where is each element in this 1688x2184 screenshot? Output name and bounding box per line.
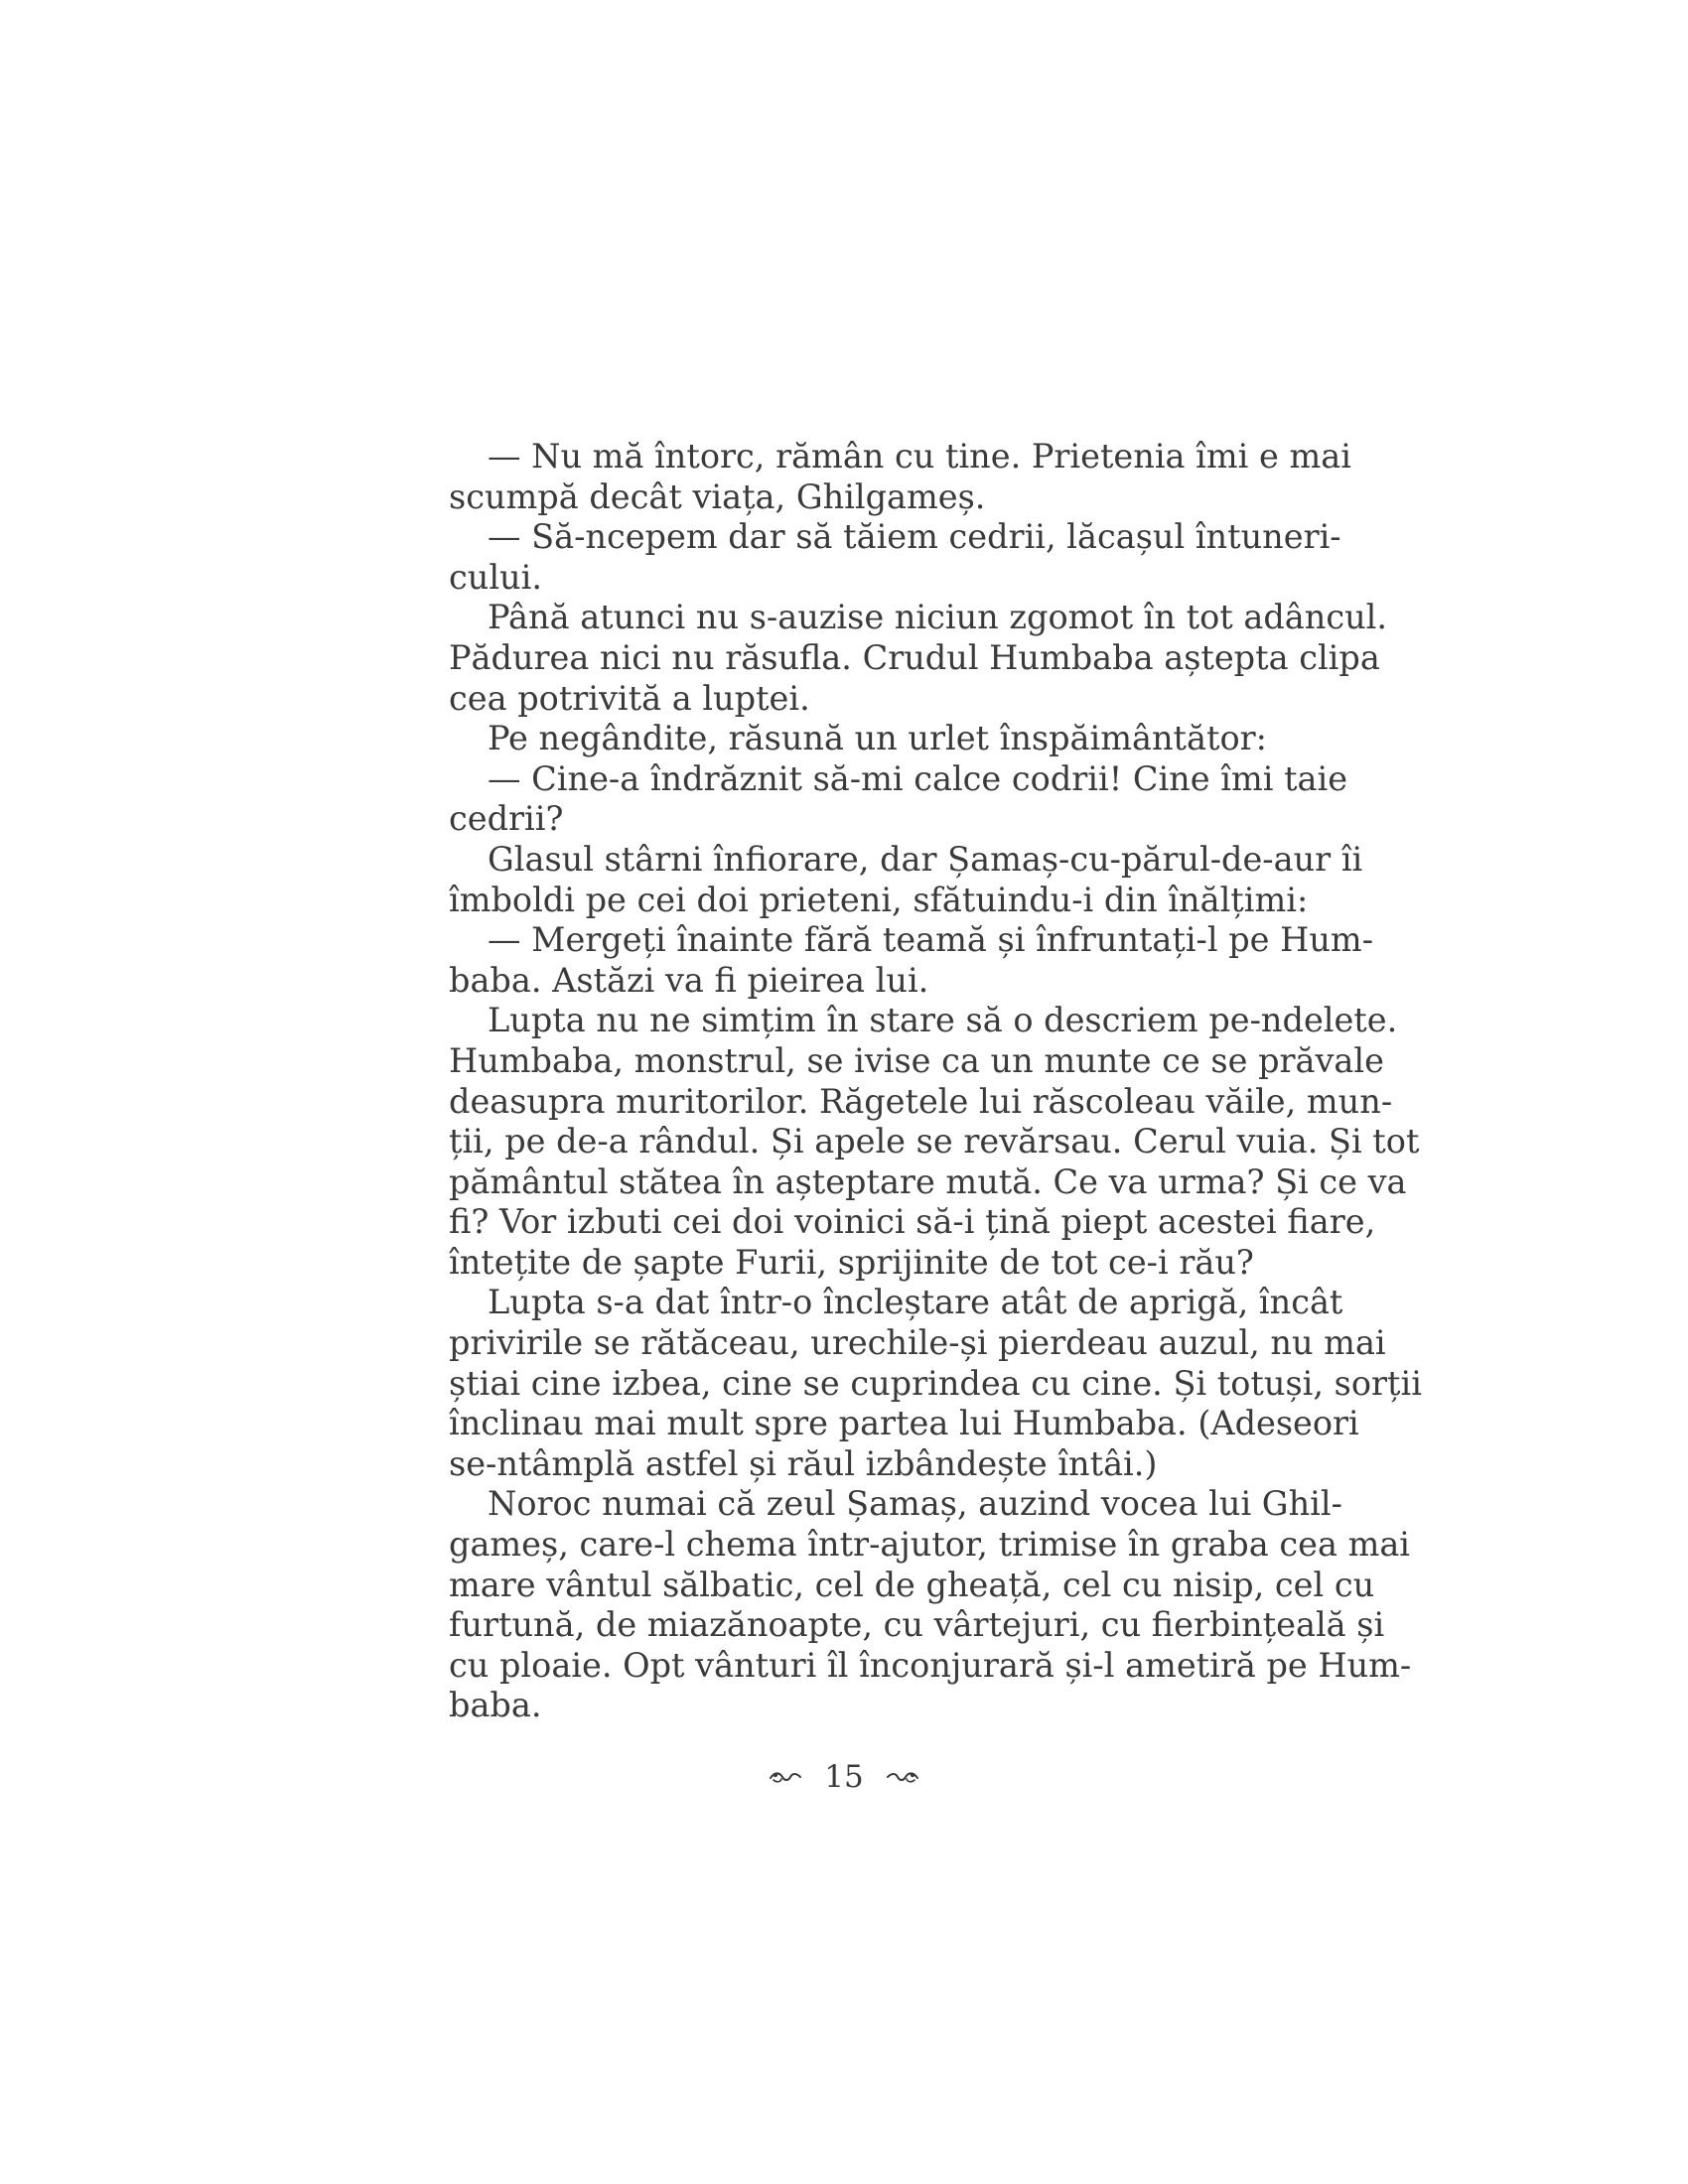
text-line: Lupta nu ne simțim în stare să o descriem pe-ndelete.	[488, 1001, 1398, 1040]
text-line: — Mergeți înainte fără teamă și înfruntați-l pe Hum-	[488, 920, 1374, 960]
text-line: — Nu mă întorc, rămân cu tine. Prietenia îmi e mai	[488, 437, 1351, 476]
fleuron-right-icon	[886, 1769, 919, 1785]
text-line: — Cine-a îndrăznit să-mi calce codrii! Cine îmi taie	[488, 758, 1348, 798]
text-line: știai cine izbea, cine se cuprindea cu cine. Și totuși, sorții	[449, 1363, 1422, 1403]
text-line: baba.	[449, 1686, 542, 1725]
text-line: întețite de șapte Furii, sprijinite de tot ce-i rău?	[449, 1242, 1254, 1282]
text-line: — Să-ncepem dar să tăiem cedrii, lăcașul întuneri-	[488, 517, 1341, 557]
text-line: privirile se rătăceau, urechile-și pierdeau auzul, nu mai	[449, 1323, 1386, 1363]
page-body-text	[449, 437, 1422, 1726]
text-line: cului.	[449, 557, 542, 597]
text-line: Humbaba, monstrul, se ivise ca un munte ce se prăvale	[449, 1040, 1384, 1080]
text-line: cea potrivită a luptei.	[449, 678, 810, 718]
text-line: cedrii?	[449, 799, 564, 839]
text-line: Lupta s-a dat într-o încleștare atât de aprigă, încât	[488, 1283, 1343, 1322]
text-line: cu ploaie. Opt vânturi îl înconjurară și-l ametiră pe Hum-	[449, 1645, 1412, 1685]
text-line: înclinau mai mult spre partea lui Humbaba. (Adeseori	[449, 1404, 1359, 1443]
text-line: deasupra muritorilor. Răgetele lui răscoleau văile, mun-	[449, 1081, 1393, 1121]
text-line: pământul stătea în așteptare mută. Ce va urma? Și ce va	[449, 1161, 1407, 1201]
text-line: Glasul stârni înfiorare, dar Șamaș-cu-părul-de-aur îi	[488, 839, 1363, 879]
text-line: ții, pe de-a rândul. Și apele se revărsau. Cerul vuia. Și tot	[449, 1122, 1420, 1161]
text-line: Pe negândite, răsună un urlet înspăimântător:	[488, 719, 1267, 758]
page-number: 15	[824, 1759, 864, 1795]
text-line: mare vântul sălbatic, cel de gheață, cel cu nisip, cel cu	[449, 1565, 1375, 1604]
text-line: Pădurea nici nu răsufla. Crudul Humbaba aștepta clipa	[449, 637, 1380, 677]
text-line: baba. Astăzi va fi pieirea lui.	[449, 960, 929, 1000]
text-line: Până atunci nu s-auzise niciun zgomot în tot adâncul.	[488, 598, 1388, 637]
fleuron-left-icon	[769, 1769, 802, 1785]
text-line: fi? Vor izbuti cei doi voinici să-i țină piept acestei fiare,	[449, 1202, 1376, 1242]
text-line: gameș, care-l chema într-ajutor, trimise în graba cea mai	[449, 1525, 1411, 1565]
text-line: furtună, de miazănoapte, cu vârtejuri, cu fierbințeală și	[449, 1605, 1385, 1645]
text-line: se-ntâmplă astfel și răul izbândește întâi.)	[449, 1443, 1158, 1483]
text-line: Noroc numai că zeul Șamaș, auzind vocea lui Ghil-	[488, 1484, 1342, 1524]
text-line: scumpă decât viața, Ghilgameș.	[449, 477, 986, 516]
text-line: îmboldi pe cei doi prieteni, sfătuindu-i din înălțimi:	[449, 880, 1309, 919]
page-footer	[0, 1757, 1688, 1797]
